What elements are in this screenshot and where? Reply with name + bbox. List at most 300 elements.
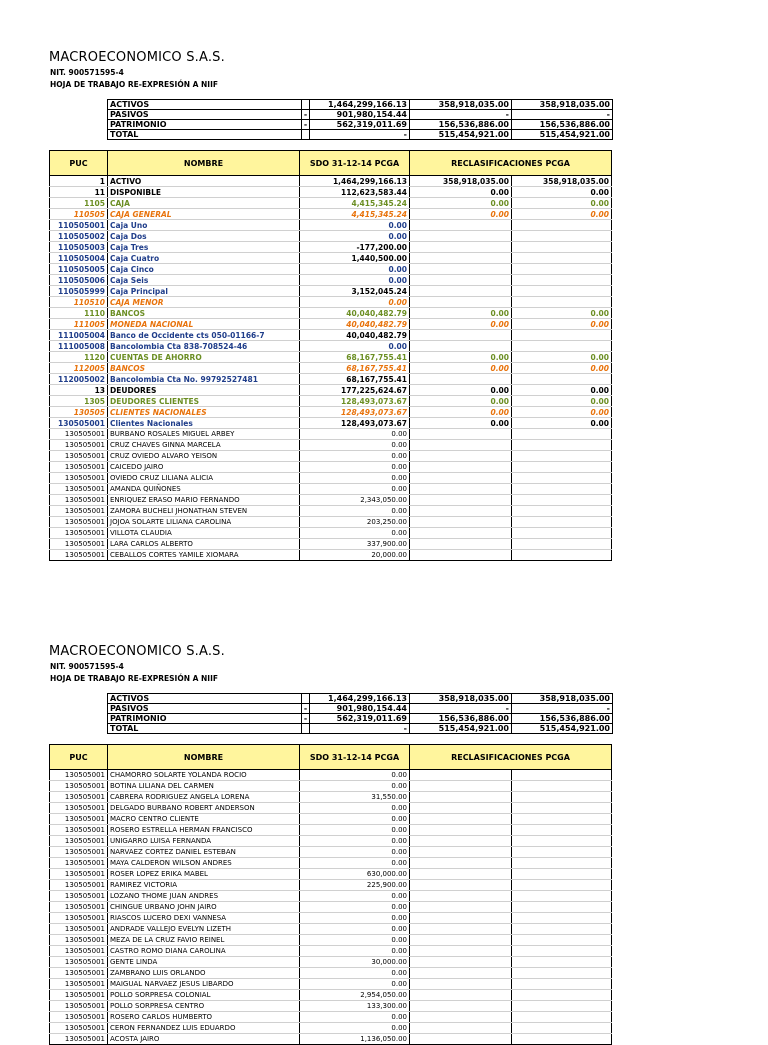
puc-code: 130505001	[50, 902, 108, 913]
puc-code: 130505001	[50, 803, 108, 814]
sdo-value: 0.00	[300, 440, 410, 451]
reclass-debit: 0.00	[410, 418, 512, 429]
sdo-value: 0.00	[300, 847, 410, 858]
summary-reclass-debit: 358,918,035.00	[410, 694, 512, 704]
reclass-debit	[410, 803, 512, 814]
reclass-credit	[512, 220, 612, 231]
table-row	[50, 341, 612, 352]
sdo-value: 0.00	[300, 913, 410, 924]
account-name: Banco de Occidente cts 050-01166-7	[108, 330, 300, 341]
reclass-credit	[512, 858, 612, 869]
reclass-credit	[512, 297, 612, 308]
summary-value: 562,319,011.69	[310, 714, 410, 724]
sdo-value: 0.00	[300, 484, 410, 495]
reclass-credit	[512, 836, 612, 847]
reclass-credit: 0.00	[512, 385, 612, 396]
summary-reclass-debit: -	[410, 110, 512, 120]
table-row	[50, 385, 612, 396]
puc-code: 130505	[50, 407, 108, 418]
table-row	[50, 968, 612, 979]
table-row	[50, 847, 612, 858]
puc-code: 130505001	[50, 880, 108, 891]
account-name: CRUZ CHAVES GINNA MARCELA	[108, 440, 300, 451]
account-name: CUENTAS DE AHORRO	[108, 352, 300, 363]
account-name: Clientes Nacionales	[108, 418, 300, 429]
table-row	[50, 891, 612, 902]
reclass-credit	[512, 451, 612, 462]
account-name: BURBANO ROSALES MIGUEL ARBEY	[108, 429, 300, 440]
account-name: ZAMORA BUCHELI JHONATHAN STEVEN	[108, 506, 300, 517]
account-name: MAYA CALDERON WILSON ANDRES	[108, 858, 300, 869]
table-row	[50, 462, 612, 473]
reclass-credit: 0.00	[512, 396, 612, 407]
table-row	[50, 924, 612, 935]
reclass-credit: 0.00	[512, 418, 612, 429]
summary-reclass-debit: -	[410, 704, 512, 714]
puc-code: 130505001	[50, 495, 108, 506]
table-row	[50, 198, 612, 209]
summary-value: 1,464,299,166.13	[310, 100, 410, 110]
account-name: CRUZ OVIEDO ALVARO YEISON	[108, 451, 300, 462]
sdo-value: 133,300.00	[300, 1001, 410, 1012]
account-name: Bancolombia Cta 838-708524-46	[108, 341, 300, 352]
summary-row	[108, 100, 613, 110]
summary-reclass-debit: 515,454,921.00	[410, 130, 512, 140]
table-row	[50, 319, 612, 330]
summary-row	[108, 714, 613, 724]
reclass-debit	[410, 1023, 512, 1034]
puc-code: 130505001	[50, 462, 108, 473]
reclass-debit	[410, 913, 512, 924]
summary-sign	[302, 724, 310, 734]
table-row	[50, 297, 612, 308]
puc-code: 130505001	[50, 935, 108, 946]
sdo-value: 40,040,482.79	[300, 319, 410, 330]
account-name: CAICEDO JAIRO	[108, 462, 300, 473]
sdo-value: 68,167,755.41	[300, 352, 410, 363]
reclass-credit: 0.00	[512, 407, 612, 418]
table-row	[50, 836, 612, 847]
sdo-value: 3,152,045.24	[300, 286, 410, 297]
reclass-debit	[410, 781, 512, 792]
puc-code: 110505002	[50, 231, 108, 242]
reclass-debit	[410, 473, 512, 484]
puc-code: 110505003	[50, 242, 108, 253]
reclass-debit: 0.00	[410, 396, 512, 407]
reclass-debit	[410, 880, 512, 891]
table-row	[50, 539, 612, 550]
puc-code: 130505001	[50, 550, 108, 561]
sdo-value: 0.00	[300, 297, 410, 308]
reclass-debit: 0.00	[410, 209, 512, 220]
header-reclasificaciones: RECLASIFICACIONES PCGA	[410, 151, 612, 176]
reclass-debit	[410, 330, 512, 341]
sdo-value: 1,136,050.00	[300, 1034, 410, 1045]
reclass-debit	[410, 231, 512, 242]
summary-sign: -	[302, 110, 310, 120]
summary-label: ACTIVOS	[108, 100, 302, 110]
puc-code: 130505001	[50, 1012, 108, 1023]
summary-reclass-debit: 156,536,886.00	[410, 120, 512, 130]
account-name: CHAMORRO SOLARTE YOLANDA ROCIO	[108, 770, 300, 781]
table-row	[50, 550, 612, 561]
sdo-value: 0.00	[300, 924, 410, 935]
table-row	[50, 187, 612, 198]
summary-label: TOTAL	[108, 130, 302, 140]
reclass-credit	[512, 792, 612, 803]
table-row	[50, 374, 612, 385]
reclass-debit: 0.00	[410, 352, 512, 363]
sdo-value: 0.00	[300, 770, 410, 781]
table-row	[50, 935, 612, 946]
table-row	[50, 814, 612, 825]
table-row	[50, 275, 612, 286]
sdo-value: 0.00	[300, 220, 410, 231]
account-name: DEUDORES CLIENTES	[108, 396, 300, 407]
table-row	[50, 495, 612, 506]
reclass-debit	[410, 429, 512, 440]
sdo-value: 0.00	[300, 473, 410, 484]
summary-sign: -	[302, 120, 310, 130]
reclass-credit	[512, 957, 612, 968]
account-name: BANCOS	[108, 308, 300, 319]
sdo-value: 0.00	[300, 968, 410, 979]
summary-value: -	[310, 130, 410, 140]
sdo-value: 0.00	[300, 979, 410, 990]
table-row	[50, 484, 612, 495]
account-name: CERON FERNANDEZ LUIS EDUARDO	[108, 1023, 300, 1034]
sdo-value: 128,493,073.67	[300, 407, 410, 418]
summary-label: PATRIMONIO	[108, 120, 302, 130]
reclass-credit	[512, 781, 612, 792]
sdo-value: 0.00	[300, 781, 410, 792]
sdo-value: 40,040,482.79	[300, 330, 410, 341]
sdo-value: 0.00	[300, 231, 410, 242]
table-row	[50, 473, 612, 484]
sdo-value: 40,040,482.79	[300, 308, 410, 319]
puc-code: 111005008	[50, 341, 108, 352]
reclass-debit	[410, 539, 512, 550]
account-name: RAMIREZ VICTORIA	[108, 880, 300, 891]
puc-code: 130505001	[50, 473, 108, 484]
summary-value: 562,319,011.69	[310, 120, 410, 130]
reclass-debit	[410, 847, 512, 858]
account-name: AMANDA QUIÑONES	[108, 484, 300, 495]
sdo-value: 177,225,624.67	[300, 385, 410, 396]
account-name: GENTE LINDA	[108, 957, 300, 968]
puc-code: 1305	[50, 396, 108, 407]
reclass-debit	[410, 253, 512, 264]
reclass-debit	[410, 946, 512, 957]
summary-label: PASIVOS	[108, 110, 302, 120]
account-name: RIASCOS LUCERO DEXI VANNESA	[108, 913, 300, 924]
account-name: CLIENTES NACIONALES	[108, 407, 300, 418]
table-row	[50, 176, 612, 187]
account-name: DEUDORES	[108, 385, 300, 396]
summary-label: PATRIMONIO	[108, 714, 302, 724]
reclass-credit	[512, 517, 612, 528]
puc-code: 111005004	[50, 330, 108, 341]
reclass-debit	[410, 924, 512, 935]
sdo-value: 0.00	[300, 814, 410, 825]
reclass-credit	[512, 473, 612, 484]
reclass-debit	[410, 891, 512, 902]
sdo-value: 337,900.00	[300, 539, 410, 550]
sdo-value: 31,550.00	[300, 792, 410, 803]
account-name: OVIEDO CRUZ LILIANA ALICIA	[108, 473, 300, 484]
sdo-value: 0.00	[300, 451, 410, 462]
summary-table	[107, 99, 613, 140]
sdo-value: 0.00	[300, 836, 410, 847]
table-row	[50, 880, 612, 891]
summary-reclass-debit: 515,454,921.00	[410, 724, 512, 734]
account-name: POLLO SORPRESA COLONIAL	[108, 990, 300, 1001]
table-row	[50, 451, 612, 462]
account-name: JOJOA SOLARTE LILIANA CAROLINA	[108, 517, 300, 528]
table-row	[50, 869, 612, 880]
sdo-value: 30,000.00	[300, 957, 410, 968]
summary-row	[108, 110, 613, 120]
reclass-debit	[410, 1034, 512, 1045]
table-row	[50, 1001, 612, 1012]
reclass-debit	[410, 341, 512, 352]
account-name: NARVAEZ CORTEZ DANIEL ESTEBAN	[108, 847, 300, 858]
reclass-credit: 0.00	[512, 209, 612, 220]
table-row	[50, 946, 612, 957]
summary-table	[107, 693, 613, 734]
puc-code: 1110	[50, 308, 108, 319]
puc-code: 130505001	[50, 792, 108, 803]
puc-code: 130505001	[50, 847, 108, 858]
reclass-credit	[512, 231, 612, 242]
accounts-table	[49, 150, 612, 561]
summary-value: 1,464,299,166.13	[310, 694, 410, 704]
company-title: MACROECONOMICO S.A.S.	[49, 50, 225, 65]
account-name: VILLOTA CLAUDIA	[108, 528, 300, 539]
sdo-value: 630,000.00	[300, 869, 410, 880]
sdo-value: 20,000.00	[300, 550, 410, 561]
sdo-value: 0.00	[300, 429, 410, 440]
puc-code: 130505001	[50, 506, 108, 517]
reclass-debit	[410, 869, 512, 880]
table-row	[50, 308, 612, 319]
reclass-debit: 0.00	[410, 385, 512, 396]
puc-code: 130505001	[50, 1034, 108, 1045]
reclass-debit	[410, 814, 512, 825]
puc-code: 130505001	[50, 781, 108, 792]
table-row	[50, 957, 612, 968]
sdo-value: 0.00	[300, 946, 410, 957]
puc-code: 130505001	[50, 814, 108, 825]
reclass-credit	[512, 935, 612, 946]
summary-reclass-credit: 515,454,921.00	[512, 724, 613, 734]
sdo-value: 0.00	[300, 935, 410, 946]
account-name: MONEDA NACIONAL	[108, 319, 300, 330]
table-row	[50, 781, 612, 792]
reclass-debit	[410, 242, 512, 253]
reclass-debit: 0.00	[410, 308, 512, 319]
reclass-credit	[512, 902, 612, 913]
reclass-credit	[512, 539, 612, 550]
accounts-table	[49, 744, 612, 1045]
summary-value: 901,980,154.44	[310, 704, 410, 714]
reclass-debit: 358,918,035.00	[410, 176, 512, 187]
table-row	[50, 506, 612, 517]
header-puc: PUC	[50, 151, 108, 176]
reclass-credit: 0.00	[512, 319, 612, 330]
table-row	[50, 1034, 612, 1045]
reclass-debit	[410, 792, 512, 803]
table-row	[50, 429, 612, 440]
account-name: ROSER LOPEZ ERIKA MABEL	[108, 869, 300, 880]
table-header-row	[50, 745, 612, 770]
account-name: CAJA MENOR	[108, 297, 300, 308]
puc-code: 130505001	[50, 825, 108, 836]
puc-code: 130505001	[50, 946, 108, 957]
reclass-debit	[410, 550, 512, 561]
puc-code: 130505001	[50, 979, 108, 990]
reclass-debit	[410, 440, 512, 451]
reclass-debit	[410, 528, 512, 539]
summary-reclass-credit: -	[512, 110, 613, 120]
table-row	[50, 396, 612, 407]
puc-code: 130505001	[50, 484, 108, 495]
sdo-value: 4,415,345.24	[300, 209, 410, 220]
summary-sign	[302, 130, 310, 140]
header-sdo: SDO 31-12-14 PCGA	[300, 745, 410, 770]
account-name: Caja Seis	[108, 275, 300, 286]
puc-code: 130505001	[50, 1001, 108, 1012]
table-header-row	[50, 151, 612, 176]
reclass-credit: 0.00	[512, 187, 612, 198]
reclass-credit	[512, 979, 612, 990]
table-row	[50, 253, 612, 264]
account-name: CABRERA RODRIGUEZ ANGELA LORENA	[108, 792, 300, 803]
header-nombre: NOMBRE	[108, 745, 300, 770]
sdo-value: 68,167,755.41	[300, 363, 410, 374]
account-name: ANDRADE VALLEJO EVELYN LIZETH	[108, 924, 300, 935]
account-name: CHINGUE URBANO JOHN JAIRO	[108, 902, 300, 913]
sdo-value: 0.00	[300, 264, 410, 275]
puc-code: 111005	[50, 319, 108, 330]
reclass-debit: 0.00	[410, 187, 512, 198]
table-row	[50, 913, 612, 924]
reclass-debit	[410, 462, 512, 473]
summary-reclass-credit: 515,454,921.00	[512, 130, 613, 140]
reclass-credit	[512, 374, 612, 385]
table-row	[50, 528, 612, 539]
table-row	[50, 1023, 612, 1034]
reclass-credit	[512, 506, 612, 517]
puc-code: 1120	[50, 352, 108, 363]
account-name: DISPONIBLE	[108, 187, 300, 198]
table-row	[50, 990, 612, 1001]
sdo-value: 128,493,073.67	[300, 396, 410, 407]
reclass-debit	[410, 902, 512, 913]
summary-reclass-credit: 156,536,886.00	[512, 120, 613, 130]
account-name: UNIGARRO LUISA FERNANDA	[108, 836, 300, 847]
account-name: CAJA GENERAL	[108, 209, 300, 220]
summary-row	[108, 694, 613, 704]
reclass-credit	[512, 814, 612, 825]
nit-label: NIT. 900571595-4	[50, 662, 124, 671]
summary-sign	[302, 100, 310, 110]
reclass-credit	[512, 550, 612, 561]
reclass-credit	[512, 990, 612, 1001]
puc-code: 130505001	[50, 517, 108, 528]
sdo-value: 203,250.00	[300, 517, 410, 528]
reclass-credit	[512, 495, 612, 506]
reclass-credit	[512, 341, 612, 352]
account-name: CASTRO ROMO DIANA CAROLINA	[108, 946, 300, 957]
company-title: MACROECONOMICO S.A.S.	[49, 644, 225, 659]
header-nombre: NOMBRE	[108, 151, 300, 176]
summary-reclass-debit: 358,918,035.00	[410, 100, 512, 110]
sdo-value: 4,415,345.24	[300, 198, 410, 209]
reclass-credit	[512, 528, 612, 539]
reclass-debit: 0.00	[410, 319, 512, 330]
puc-code: 110505004	[50, 253, 108, 264]
puc-code: 130505001	[50, 957, 108, 968]
account-name: Caja Principal	[108, 286, 300, 297]
puc-code: 130505001	[50, 891, 108, 902]
reclass-credit	[512, 770, 612, 781]
puc-code: 1105	[50, 198, 108, 209]
reclass-credit: 0.00	[512, 198, 612, 209]
summary-label: PASIVOS	[108, 704, 302, 714]
reclass-debit	[410, 990, 512, 1001]
reclass-credit	[512, 253, 612, 264]
reclass-debit	[410, 275, 512, 286]
table-row	[50, 1012, 612, 1023]
summary-row	[108, 130, 613, 140]
reclass-credit	[512, 264, 612, 275]
summary-label: ACTIVOS	[108, 694, 302, 704]
puc-code: 130505001	[50, 440, 108, 451]
sdo-value: 2,343,050.00	[300, 495, 410, 506]
reclass-debit	[410, 264, 512, 275]
table-row	[50, 770, 612, 781]
table-row	[50, 792, 612, 803]
account-name: ENRIQUEZ ERASO MARIO FERNANDO	[108, 495, 300, 506]
reclass-credit	[512, 924, 612, 935]
reclass-credit	[512, 275, 612, 286]
sdo-value: 0.00	[300, 803, 410, 814]
table-row	[50, 517, 612, 528]
header-puc: PUC	[50, 745, 108, 770]
reclass-credit	[512, 1001, 612, 1012]
puc-code: 110505999	[50, 286, 108, 297]
reclass-debit	[410, 506, 512, 517]
sdo-value: 0.00	[300, 275, 410, 286]
reclass-credit	[512, 440, 612, 451]
account-name: Caja Uno	[108, 220, 300, 231]
reclass-credit	[512, 946, 612, 957]
reclass-debit	[410, 484, 512, 495]
puc-code: 130505001	[50, 1023, 108, 1034]
sdo-value: 0.00	[300, 902, 410, 913]
reclass-credit	[512, 880, 612, 891]
account-name: BANCOS	[108, 363, 300, 374]
table-row	[50, 803, 612, 814]
reclass-debit	[410, 220, 512, 231]
reclass-credit	[512, 913, 612, 924]
nit-label: NIT. 900571595-4	[50, 68, 124, 77]
puc-code: 130505001	[50, 990, 108, 1001]
reclass-debit: 0.00	[410, 363, 512, 374]
reclass-credit	[512, 330, 612, 341]
reclass-credit: 0.00	[512, 308, 612, 319]
